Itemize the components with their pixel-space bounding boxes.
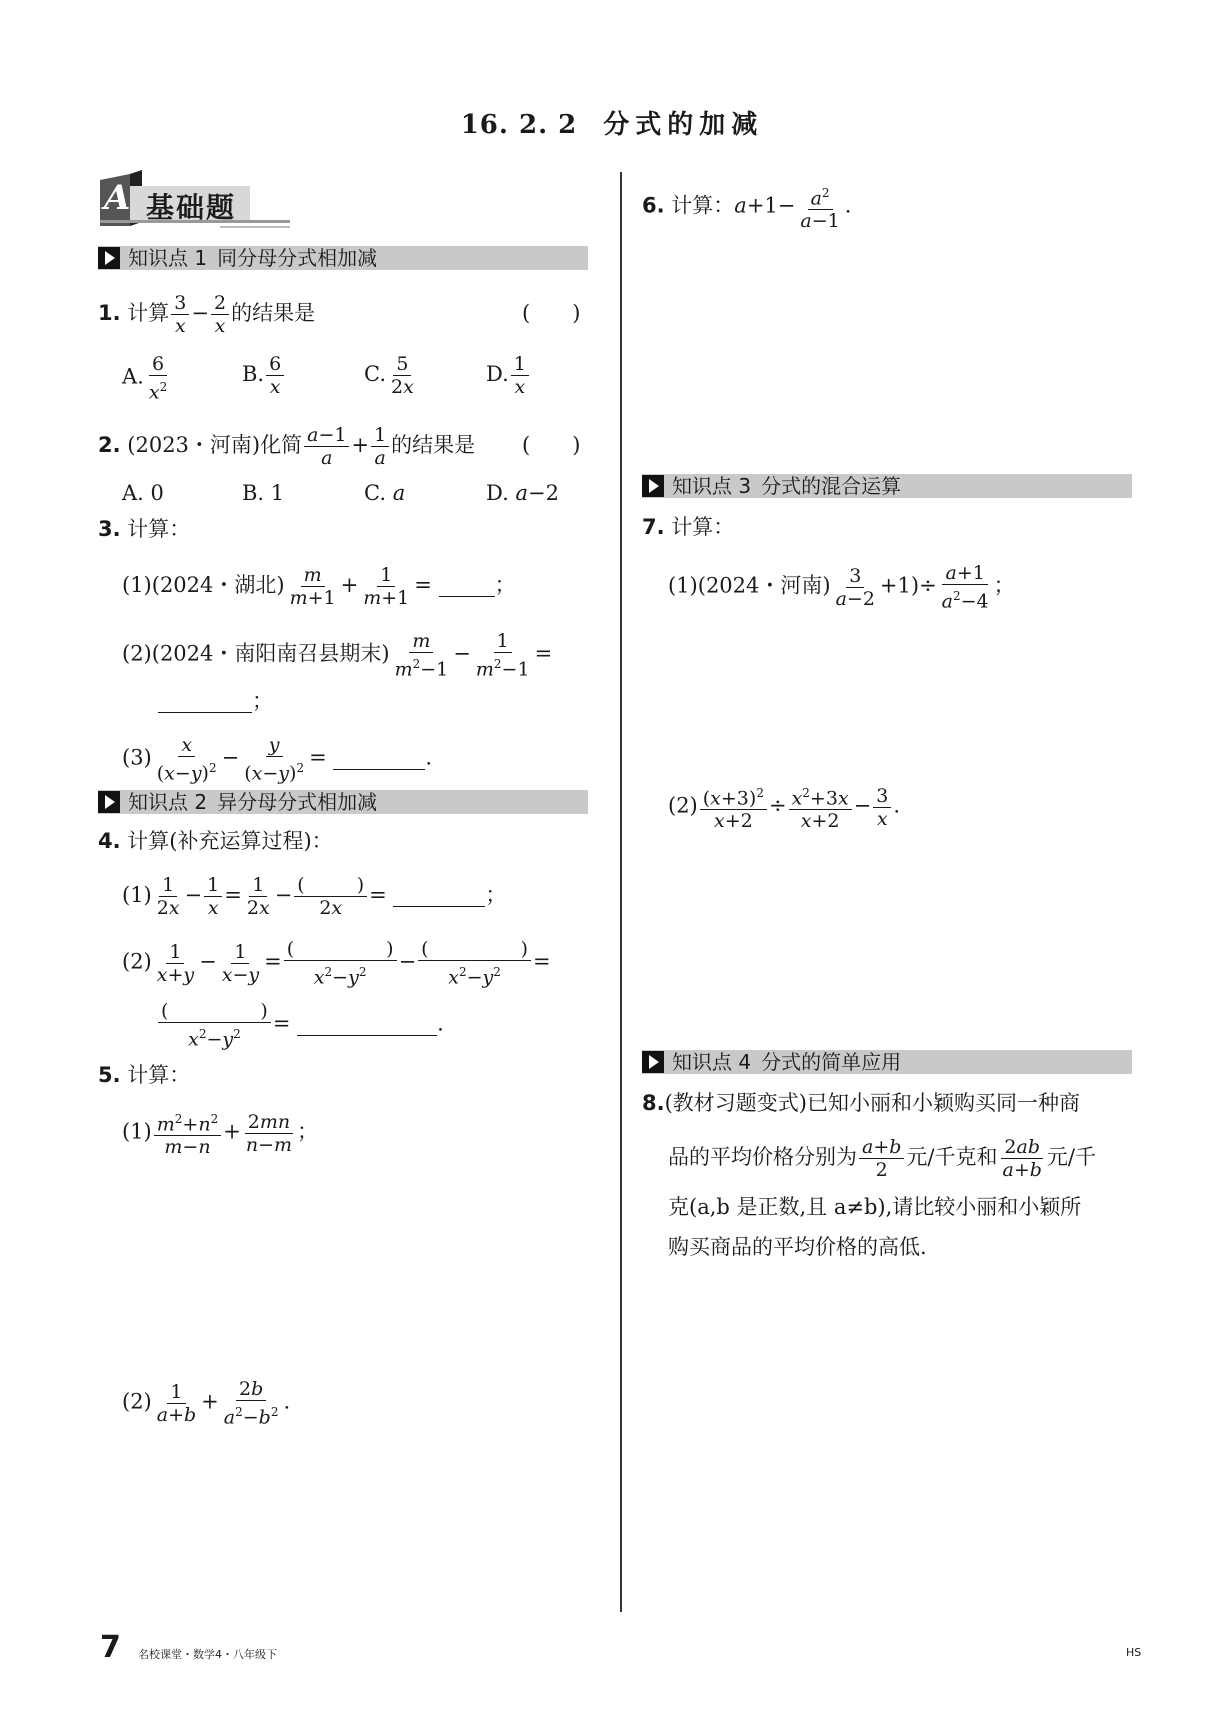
question-text: 计算(补充运算过程)： (127, 829, 333, 853)
answer-blank[interactable] (297, 1015, 437, 1036)
badge-letter: A (104, 178, 131, 218)
question-1: 1. 计算 $\frac{3}{x}$ − $\frac{2}{x}$ 的结果是 (98, 292, 316, 337)
question-text: 计算： (671, 193, 735, 218)
question-4-part-2: (2) $\frac{1}{x+y}$ − $\frac{1}{x-y}$ = $\frac{( )}{x^2-y^2}$ − $\frac{( )}{x^2-y^2}$ = (122, 938, 551, 989)
column-divider (620, 172, 622, 1612)
question-source: (2023・河南) (127, 433, 261, 457)
knowledge-point-3 (642, 474, 1132, 498)
option-d[interactable]: D. $\frac{1}{x}$ (486, 353, 531, 398)
question-3-part-2: (2)(2024・南阳南召县期末) $\frac{m}{m^2-1}$ − $\frac{1}{m^2-1}$ = (122, 630, 553, 681)
question-7 (642, 512, 734, 542)
question-5 (98, 1060, 190, 1090)
question-8-line-2: 品的平均价格分别为 $\frac{a+b}{2}$ 元/千克和 $\frac{2ab}{a+b}$ 元/千 (668, 1136, 1096, 1181)
option-c[interactable]: C. a (364, 481, 406, 505)
question-text: 计算： (671, 515, 735, 539)
option-c[interactable]: C. $\frac{5}{2x}$ (364, 353, 414, 398)
basic-questions-badge (100, 170, 290, 234)
fraction: $\frac{a-1}{a}$ (304, 424, 349, 469)
answer-blank[interactable] (439, 576, 495, 597)
question-4-part-2-cont: $\frac{( )}{x^2-y^2}$ = . (156, 1000, 444, 1050)
section-number: 16. 2. 2 (460, 110, 578, 140)
question-7-part-2: (2) $\frac{(x+3)^2}{x+2}$ ÷ $\frac{x^2+3x}{x+2}$ − $\frac{3}{x}$ . (668, 782, 900, 832)
question-text: 已知小丽和小颖购买同一种商 (806, 1091, 1080, 1115)
answer-blank[interactable] (158, 692, 252, 713)
kp-title: 异分母分式相加减 (217, 790, 378, 814)
kp-label: 知识点 4 (672, 1050, 752, 1074)
section-title (0, 104, 1224, 141)
option-d[interactable]: D. a−2 (486, 481, 559, 505)
knowledge-point-4 (642, 1050, 1132, 1074)
knowledge-point-2 (98, 790, 588, 814)
question-text: 计算： (127, 517, 191, 541)
kp-title: 分式的简单应用 (761, 1050, 902, 1074)
kp-label: 知识点 3 (672, 474, 752, 498)
fraction: $\frac{1}{a}$ (371, 424, 389, 469)
fraction: $\frac{2}{x}$ (211, 292, 229, 337)
play-triangle-icon (98, 791, 120, 813)
question-number: 7. (642, 515, 665, 539)
option-a[interactable]: A. $\frac{6}{x^2}$ (122, 353, 168, 404)
question-3 (98, 514, 190, 544)
question-source: (教材习题变式) (664, 1091, 807, 1115)
question-3-part-3: (3) $\frac{x}{(x-y)^2}$ − $\frac{y}{(x-y)^2}$ = . (122, 734, 433, 785)
question-number: 3. (98, 517, 121, 541)
question-4 (98, 826, 333, 856)
question-text: 化简 (260, 433, 303, 457)
question-number: 1. (98, 301, 121, 325)
answer-blank[interactable] (393, 886, 485, 907)
question-text: 的结果是 (231, 301, 316, 325)
question-8-line-3: 克(a,b 是正数,且 a≠b),请比较小丽和小颖所 (668, 1195, 1082, 1219)
question-number: 8. (642, 1091, 665, 1115)
badge-text: 基础题 (146, 191, 237, 224)
question-text: 计算： (127, 1063, 191, 1087)
question-number: 6. (642, 193, 665, 218)
question-5-part-2: (2) $\frac{1}{a+b}$ + $\frac{2b}{a^2-b^2}$ . (122, 1378, 291, 1429)
page-number: 7 (100, 1630, 121, 1665)
question-6: 6. 计算：a+1− $\frac{a^2}{a-1}$ . (642, 182, 851, 232)
question-number: 5. (98, 1063, 121, 1087)
answer-blank[interactable] (333, 749, 425, 770)
kp-title: 同分母分式相加减 (217, 246, 378, 270)
book-title: 名校课堂・数学4・八年级下 (138, 1648, 277, 1661)
question-3-part-1: (1)(2024・湖北) $\frac{m}{m+1}$ + $\frac{1}{m+1}$ = ； (122, 564, 516, 609)
answer-bracket[interactable]: ( ) (522, 433, 581, 457)
kp-title: 分式的混合运算 (761, 474, 902, 498)
fraction: $\frac{3}{x}$ (171, 292, 189, 337)
play-triangle-icon (642, 475, 664, 497)
kp-label: 知识点 2 (128, 790, 208, 814)
option-b[interactable]: B. 1 (242, 481, 285, 505)
answer-bracket[interactable]: ( ) (522, 301, 581, 325)
question-number: 2. (98, 433, 121, 457)
question-8-line-1 (642, 1088, 1080, 1118)
edition-code: HS (1126, 1646, 1142, 1659)
question-text: 的结果是 (391, 433, 476, 457)
option-b[interactable]: B. $\frac{6}{x}$ (242, 353, 286, 398)
play-triangle-icon (642, 1051, 664, 1073)
question-text: 计算 (127, 301, 170, 325)
question-5-part-1: (1) $\frac{m^2+n^2}{m-n}$ + $\frac{2mn}{n-m}$ ； (122, 1108, 318, 1158)
question-number: 4. (98, 829, 121, 853)
question-4-part-1: (1) $\frac{1}{2x}$ − $\frac{1}{x}$ = $\frac{1}{2x}$ − $\frac{( )}{2x}$ = ； (122, 874, 507, 919)
kp-label: 知识点 1 (128, 246, 208, 270)
play-triangle-icon (98, 247, 120, 269)
question-3-part-2-blank: ； (158, 686, 273, 716)
question-2: 2. (2023・河南)化简 $\frac{a-1}{a}$ + $\frac{1}{a}$ 的结果是 (98, 424, 476, 469)
question-7-part-1: (1)(2024・河南) $\frac{3}{a-2}$ +1)÷ $\frac{a+1}{a^2-4}$ ； (668, 562, 1015, 613)
knowledge-point-1 (98, 246, 588, 270)
question-8-line-4: 购买商品的平均价格的高低. (668, 1235, 927, 1259)
section-heading: 分式的加减 (603, 110, 764, 140)
option-a[interactable]: A. 0 (122, 481, 164, 505)
